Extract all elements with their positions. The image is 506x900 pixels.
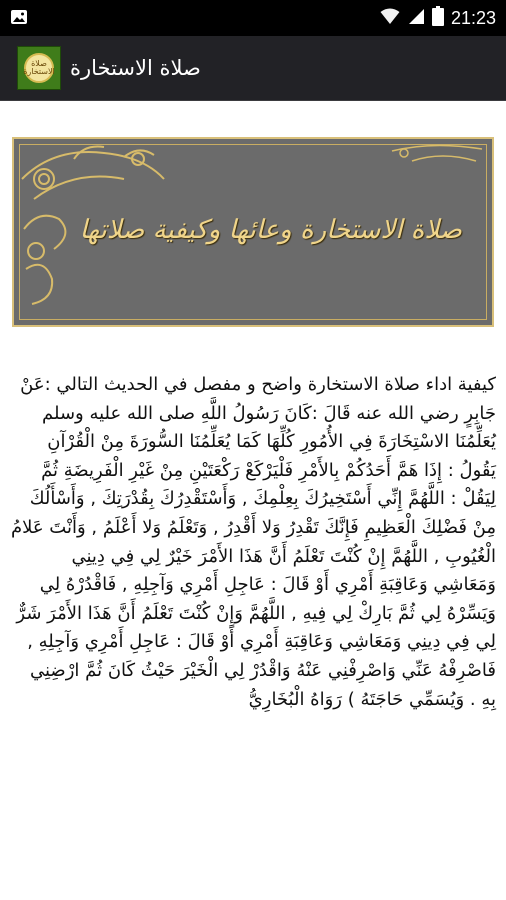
photo-icon bbox=[10, 8, 28, 26]
app-logo-icon[interactable] bbox=[17, 46, 61, 90]
app-logo-caption: صلاة الاستخارة bbox=[23, 59, 55, 76]
ornament-top-right-icon bbox=[372, 139, 492, 209]
banner-title: صلاة الاستخارة وعائها وكيفية صلاتها bbox=[79, 215, 462, 245]
app-title: صلاة الاستخارة bbox=[70, 56, 201, 80]
status-time: 21:23 bbox=[450, 7, 496, 28]
signal-icon bbox=[407, 7, 425, 29]
battery-icon bbox=[432, 6, 444, 30]
wifi-icon bbox=[380, 7, 400, 29]
article-body bbox=[10, 371, 496, 714]
app-bar bbox=[0, 36, 506, 101]
status-bar bbox=[0, 0, 506, 36]
article-paragraph: كيفية اداء صلاة الاستخارة واضح و مفصل في الحديث التالي :عَنْ جَابِرٍ رضي الله عنه قَالَ :كَانَ رَسُولُ اللَّهِ صلى الله عليه وسلم يُعَلِّمُنَا الاسْتِخَارَةَ فِي الأُمُورِ كُلِّهَا كَمَا يُعَلِّمُنَا السُّورَةَ مِنْ الْقُرْآنِ يَقُولُ : إِذَا هَمَّ أَحَدُكُمْ بِالأَمْرِ فَلْيَرْكَعْ رَكْعَتَيْنِ مِنْ غَيْرِ الْفَرِيضَةِ ثُمَّ لِيَقُلْ : اللَّهُمَّ إِنِّي أَسْتَخِيرُكَ بِعِلْمِكَ , وَأَسْتَقْدِرُكَ بِقُدْرَتِكَ , وَأَسْأَلُكَ مِنْ فَضْلِكَ الْعَظِيمِ فَإِنَّكَ تَقْدِرُ وَلا أَقْدِرُ , وَتَعْلَمُ وَلا أَعْلَمُ , وَأَنْتَ عَلامُ الْغُيُوبِ , اللَّهُمَّ إِنْ كُنْتَ تَعْلَمُ أَنَّ هَذَا الأَمْرَ خَيْرٌ لِي فِي دِينِي وَمَعَاشِي وَعَاقِبَةِ أَمْرِي أَوْ قَالَ : عَاجِلِ أَمْرِي وَآجِلِهِ , فَاقْدُرْهُ لِي وَيَسِّرْهُ لِي ثُمَّ بَارِكْ لِي فِيهِ , اللَّهُمَّ وَإِنْ كُنْتَ تَعْلَمُ أَنَّ هَذَا الأَمْرَ شَرٌّ لِي فِي دِينِي وَمَعَاشِي وَعَاقِبَةِ أَمْرِي أَوْ قَالَ : عَاجِلِ أَمْرِي وَآجِلِهِ , فَاصْرِفْهُ عَنِّي وَاصْرِفْنِي عَنْهُ وَاقْدُرْ لِي الْخَيْرَ حَيْثُ كَانَ ثُمَّ ارْضِنِي بِهِ . وَيُسَمِّي حَاجَتَهُ ) رَوَاهُ الْبُخَارِيُّ bbox=[10, 374, 496, 710]
banner-image bbox=[12, 137, 494, 327]
